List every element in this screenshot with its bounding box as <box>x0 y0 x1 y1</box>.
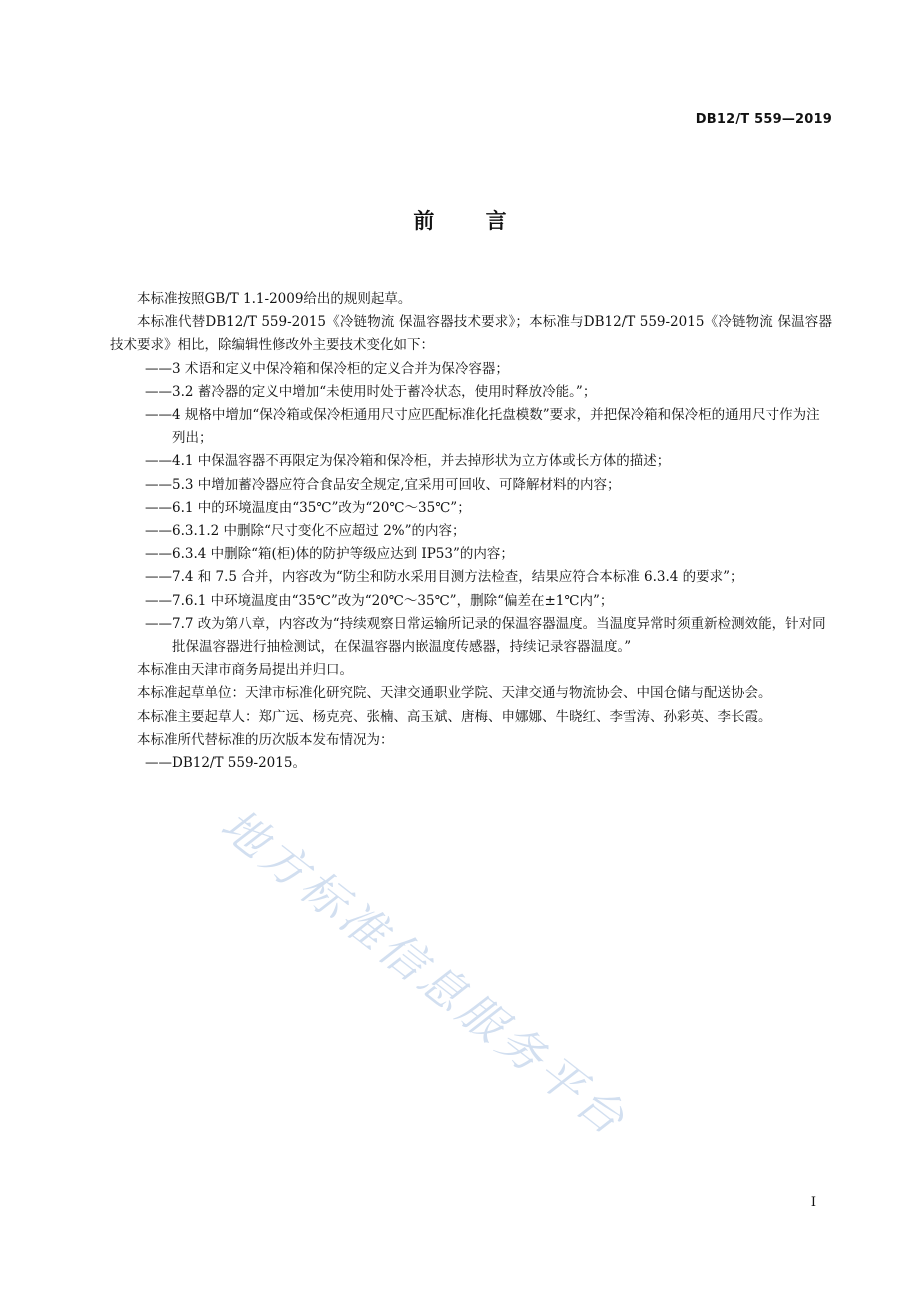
paragraph-proposer: 本标准由天津市商务局提出并归口。 <box>137 662 353 679</box>
watermark: 地方标准信息服务平台 <box>211 797 638 1148</box>
change-item: ——6.1 中的环境温度由“35℃”改为“20℃～35℃”； <box>145 499 471 516</box>
history-item: ——DB12/T 559-2015。 <box>145 755 306 772</box>
change-item: ——6.3.1.2 中删除“尺寸变化不应超过 2%”的内容； <box>145 523 466 540</box>
paragraph-drafting-rule: 本标准按照GB/T 1.1-2009给出的规则起草。 <box>137 291 412 307</box>
paragraph-drafting-units: 本标准起草单位：天津市标准化研究院、天津交通职业学院、天津交通与物流协会、中国仓储与配送协会。 <box>137 685 772 702</box>
change-item: ——4.1 中保温容器不再限定为保冷箱和保冷柜，并去掉形状为立方体或长方体的描述； <box>145 453 671 470</box>
page-title: 前 言 <box>413 209 529 233</box>
change-item: ——7.6.1 中环境温度由“35℃”改为“20℃～35℃”，删除“偏差在±1℃内”； <box>145 592 614 609</box>
foreword-body <box>110 288 832 775</box>
change-item: ——3 术语和定义中保冷箱和保冷柜的定义合并为保冷容器； <box>145 360 509 377</box>
paragraph-version-history: 本标准所代替标准的历次版本发布情况为： <box>137 731 394 748</box>
change-item: ——4 规格中增加“保冷箱或保冷柜通用尺寸应匹配标准化托盘模数”要求，并把保冷箱和保冷柜的通用尺寸作为注列出； <box>145 407 820 447</box>
change-item: ——7.7 改为第八章，内容改为“持续观察日常运输所记录的保温容器温度。当温度异常时须重新检测效能，针对同批保温容器进行抽检测试，在保温容器内嵌温度传感器，持续记录容器温度。” <box>145 615 826 656</box>
paragraph-drafters: 本标准主要起草人：郑广远、杨克亮、张楠、高玉斌、唐梅、申娜娜、牛晓红、李雪涛、孙彩英、李长霞。 <box>137 708 772 725</box>
change-item: ——7.4 和 7.5 合并，内容改为“防尘和防水采用目测方法检查，结果应符合本标准 6.3.4 的要求”； <box>145 569 744 586</box>
paragraph-replacement: 本标准代替DB12/T 559-2015《冷链物流 保温容器技术要求》；本标准与DB12/T 559-2015《冷链物流 保温容器技术要求》相比，除编辑性修改外主要技术变化如下： <box>110 314 832 354</box>
change-item: ——3.2 蓄冷器的定义中增加“未使用时处于蓄冷状态，使用时释放冷能。”； <box>145 383 597 400</box>
change-item: ——5.3 中增加蓄冷器应符合食品安全规定,宜采用可回收、可降解材料的内容； <box>145 476 621 493</box>
page-number: I <box>810 1195 816 1210</box>
document-code: DB12/T 559—2019 <box>695 112 832 127</box>
change-item: ——6.3.4 中删除“箱(柜)体的防护等级应达到 IP53”的内容； <box>145 546 514 563</box>
